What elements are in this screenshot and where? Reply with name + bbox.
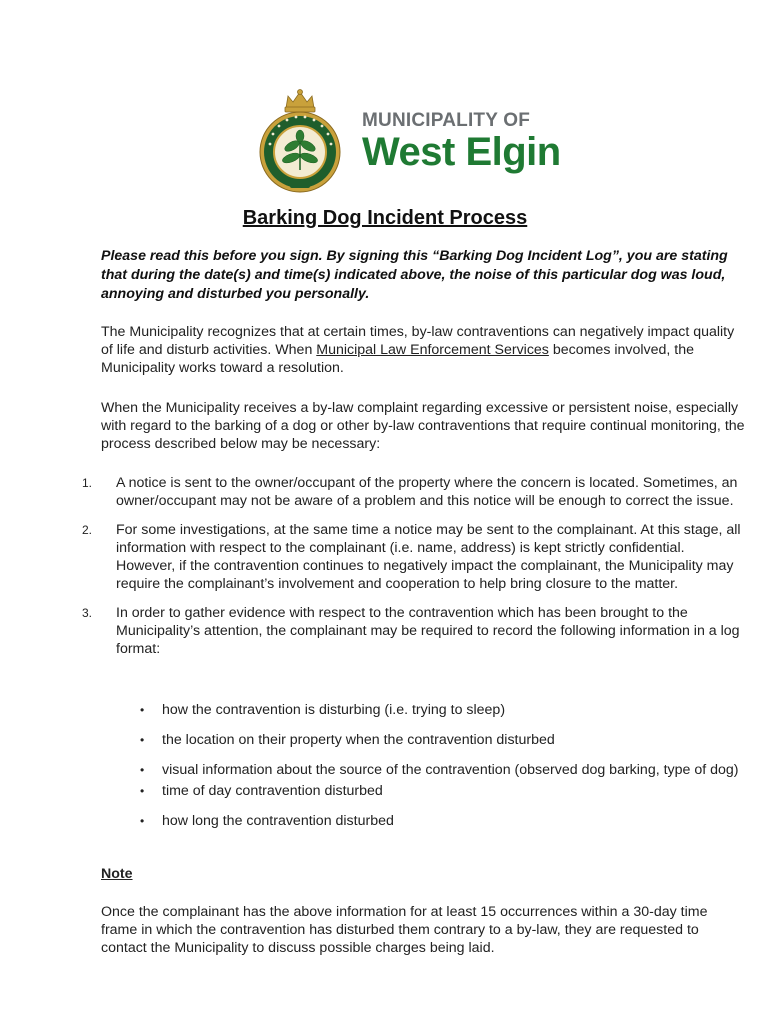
list-item: • how the contravention is disturbing (i.e. trying to sleep) — [140, 701, 746, 719]
step-number: 3. — [82, 606, 93, 620]
paragraph-text: The Municipality recognizes that at certain times, by-law contraventions can negatively impact quality of life and disturb activities. When — [101, 324, 735, 358]
municipality-logo — [258, 88, 578, 198]
wordmark-main: West Elgin — [362, 130, 561, 174]
note-heading: Note — [101, 866, 133, 882]
municipal-seal-icon — [258, 88, 342, 194]
log-info-bullets — [140, 701, 746, 842]
intro-paragraph: Please read this before you sign. By signing this “Barking Dog Incident Log”, you are stating that during the date(s) and time(s) indicated above, the noise of this particular dog was loud, annoying and disturbed you personally. — [101, 248, 728, 302]
step-number: 1. — [82, 476, 93, 490]
page-title: Barking Dog Incident Process — [242, 207, 528, 229]
step-text: For some investigations, at the same time a notice may be sent to the complainant. At this stage, all information with respect to the complainant (i.e. name, address) is kept strictly confidential. However, if the contravention continues to negatively impact the complainant, the Municipality may require the complainant’s involvement and cooperation to help bring closure to the matter. — [116, 522, 741, 592]
step-text: A notice is sent to the owner/occupant of the property where the concern is located. Sometimes, an owner/occupant may not be aware of a problem and this notice will be enough to correct the issue. — [116, 475, 738, 509]
paragraph-complaint: When the Municipality receives a by-law complaint regarding excessive or persistent noise, especially with regard to the barking of a dog or other by-law contraventions that require continual monitoring, the process described below may be necessary: — [101, 400, 745, 452]
list-item — [78, 521, 746, 593]
closing-paragraph: Once the complainant has the above information for at least 15 occurrences within a 30-day time frame in which the contravention has disturbed them contrary to a by-law, they are requested to contact the Municipality to discuss possible charges being laid. — [101, 904, 708, 956]
paragraph-recognizes — [101, 323, 747, 377]
law-enforcement-link[interactable]: Municipal Law Enforcement Services — [316, 342, 549, 358]
list-item — [78, 604, 746, 658]
list-item: • the location on their property when the contravention disturbed — [140, 731, 746, 749]
step-number: 2. — [82, 523, 93, 537]
wordmark — [362, 110, 561, 172]
list-item: • visual information about the source of the contravention (observed dog barking, type of dog) — [140, 761, 746, 779]
list-item: • time of day contravention disturbed — [140, 782, 746, 800]
list-item — [78, 474, 746, 510]
wordmark-top: MUNICIPALITY OF — [362, 110, 531, 131]
list-item: • how long the contravention disturbed — [140, 812, 746, 830]
step-text: In order to gather evidence with respect to the contravention which has been brought to the Municipality’s attention, the complainant may be required to record the following information in a log format: — [116, 605, 740, 657]
paragraph-text: becomes involved, the Municipality works toward a resolution. — [101, 342, 695, 376]
process-steps-list — [78, 474, 746, 669]
